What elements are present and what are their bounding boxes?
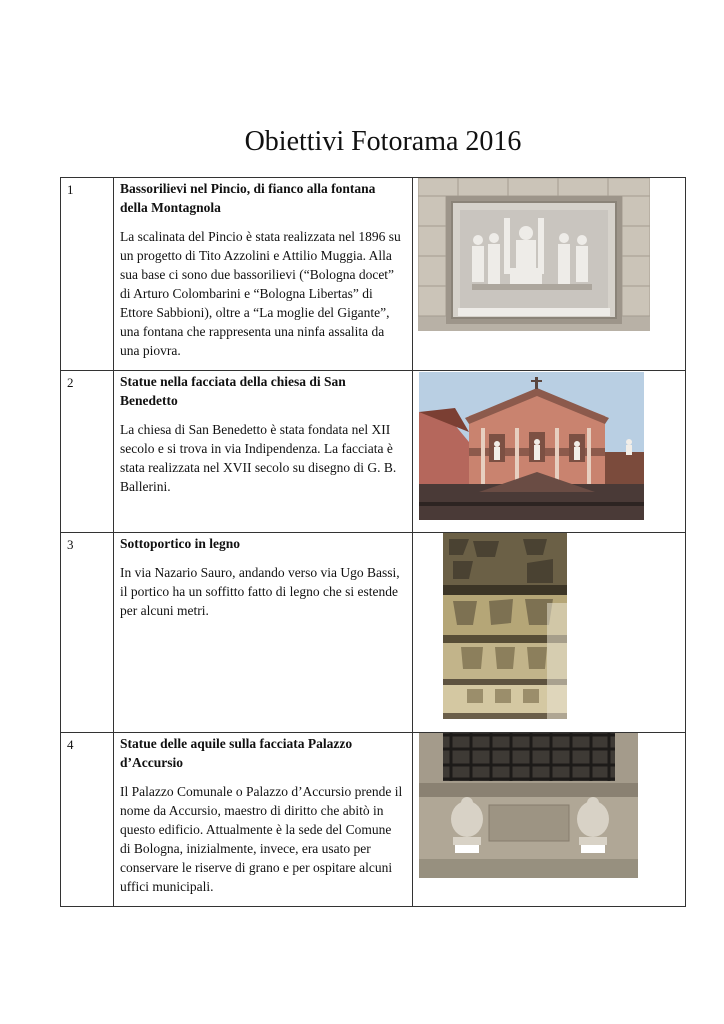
row-number: 1 [61, 178, 114, 371]
row-number: 4 [61, 733, 114, 907]
table-row [61, 371, 686, 533]
table-row [61, 733, 686, 907]
row-image-cell [413, 733, 686, 907]
row-heading: Bassorilievi nel Pincio, di fianco alla fontana della Montagnola [120, 181, 376, 215]
row-heading: Sottoportico in legno [120, 536, 240, 551]
row-image-cell [413, 371, 686, 533]
church-facade-photo [419, 372, 644, 520]
row-number: 3 [61, 533, 114, 733]
row-heading: Statue nella facciata della chiesa di San Benedetto [120, 374, 346, 408]
objectives-table [60, 177, 686, 907]
eagle-statues-photo [419, 733, 638, 878]
row-heading: Statue delle aquile sulla facciata Palazzo d’Accursio [120, 736, 353, 770]
row-description: La chiesa di San Benedetto è stata fondata nel XII secolo e si trova in via Indipendenza. La facciata è stata realizzata nel XVII secolo su disegno di G. B. Ballerini. [120, 422, 397, 494]
row-description: La scalinata del Pincio è stata realizzata nel 1896 su un progetto di Tito Azzolini e Attilio Muggia. Alla sua base ci sono due bassorilievi (“Bologna docet” di Arturo Colombarini e “Bologna Libertas” di Ettore Sabbioni), oltre a “La moglie del Gigante”, una fontana che rappresenta una ninfa assalita da una piovra. [120, 229, 401, 358]
table-row [61, 178, 686, 371]
row-text [114, 371, 413, 533]
row-number: 2 [61, 371, 114, 533]
row-description: In via Nazario Sauro, andando verso via Ugo Bassi, il portico ha un soffitto fatto di legno che si estende per alcuni metri. [120, 565, 400, 618]
page-title: Obiettivi Fotorama 2016 [244, 126, 522, 157]
bas-relief-photo [418, 178, 650, 331]
row-image-cell [413, 533, 686, 733]
row-text [114, 533, 413, 733]
row-image-cell [413, 178, 686, 371]
row-text [114, 733, 413, 907]
wooden-portico-photo [443, 533, 567, 719]
row-description: Il Palazzo Comunale o Palazzo d’Accursio prende il nome da Accursio, maestro di diritto che abitò in questo edificio. Attualmente è la sede del Comune di Bologna, inizialmente, invece, era usato per conservare le riserve di grano e per ospitare alcuni uffici municipali. [120, 784, 403, 894]
row-text [114, 178, 413, 371]
table-row [61, 533, 686, 733]
